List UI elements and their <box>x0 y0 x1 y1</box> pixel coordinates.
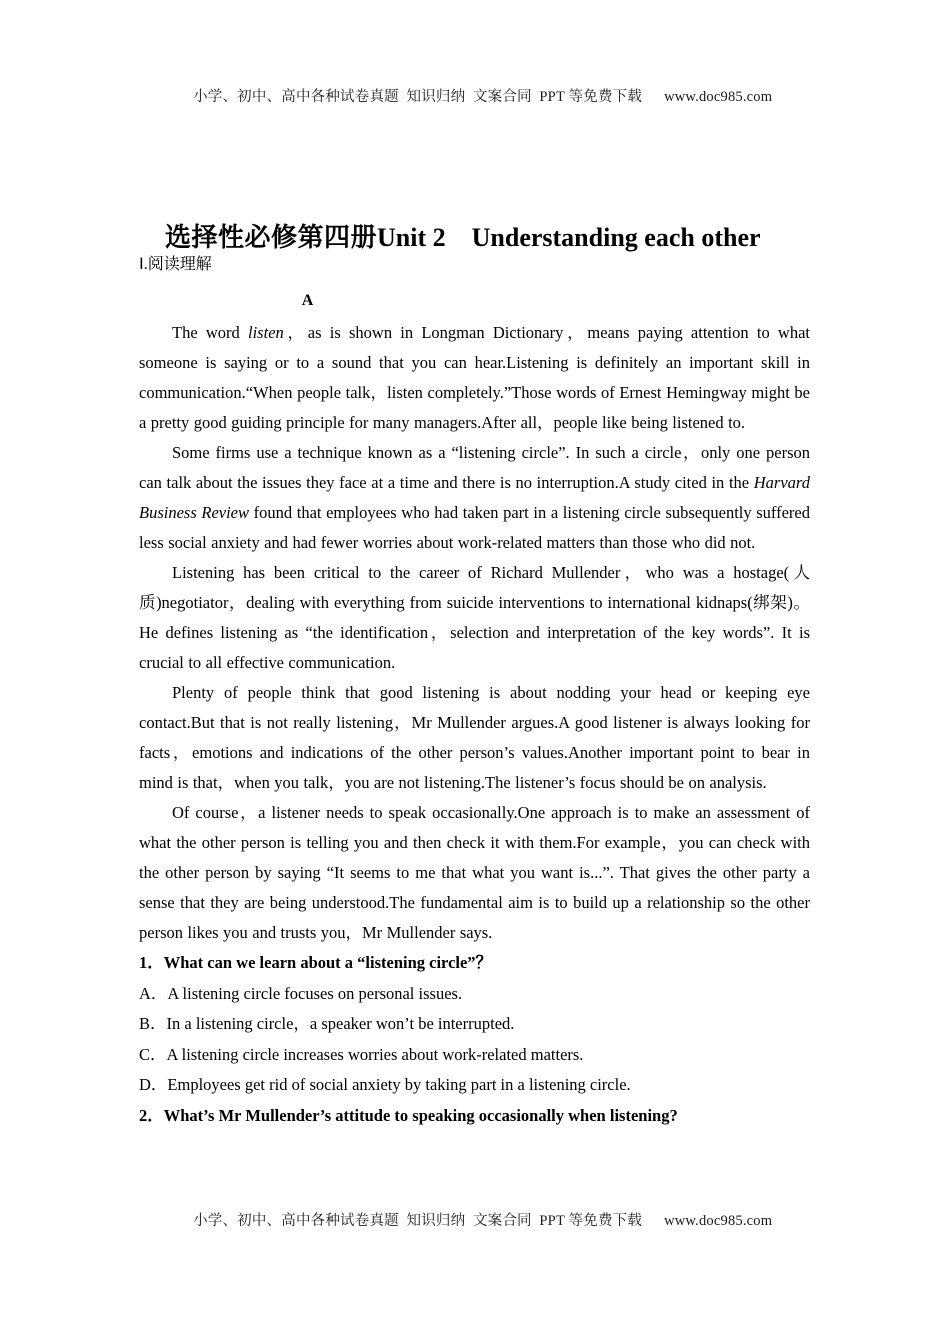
passage-paragraph: Some firms use a technique known as a “listening circle”. In such a circle，only one person can talk about the issues they face at a time and there is no interruption.A study cited in the Harvard Business Review found that employees who had taken part in a listening circle subsequently suffered less social anxiety and had fewer worries about work-related matters than those who did not. <box>139 443 810 552</box>
passage-paragraph: Plenty of people think that good listening is about nodding your head or keeping eye contact.But that is not really listening，Mr Mullender argues.A good listener is always looking for facts，emotions and indications of the other person’s values.Another important point to bear in mind is that，when you talk，you are not listening.The listener’s focus should be on analysis. <box>139 683 810 792</box>
section-label: Ⅰ.阅读理解 <box>139 256 212 273</box>
header-promo-text: 小学、初中、高中各种试卷真题 知识归纳 文案合同 PPT 等免费下载 <box>193 89 643 105</box>
question-list <box>139 948 810 1131</box>
header-url: www.doc985.com <box>664 89 773 105</box>
question-option[interactable]: C．A listening circle increases worries about work-related matters. <box>139 1044 584 1064</box>
passage-paragraph: Listening has been critical to the career of Richard Mullender，who was a hostage(人质)negotiator，dealing with everything from suicide interventions to international kidnaps(绑架)。He defines listening as “the identification，selection and interpretation of the key words”. It is crucial to all effective communication. <box>139 563 810 672</box>
passage-letter: A <box>301 292 314 309</box>
footer-promo-text: 小学、初中、高中各种试卷真题 知识归纳 文案合同 PPT 等免费下载 <box>193 1213 643 1229</box>
page-header <box>0 68 950 123</box>
question-stem: 2．What’s Mr Mullender’s attitude to speaking occasionally when listening? <box>139 1105 678 1125</box>
passage-container <box>139 318 810 948</box>
question-option[interactable]: A．A listening circle focuses on personal issues. <box>139 983 463 1003</box>
footer-url: www.doc985.com <box>664 1213 773 1229</box>
document-body <box>139 252 810 1131</box>
question-option[interactable]: B．In a listening circle，a speaker won’t be interrupted. <box>139 1014 515 1033</box>
page-title-chinese: 选择性必修第四册 <box>165 223 378 254</box>
passage-paragraph: Of course，a listener needs to speak occasionally.One approach is to make an assessment of what the other person is telling you and then check it with them.For example，you can check with the other person by saying “It seems to me that what you want is...”. That gives the other party a sense that they are being understood.The fundamental aim is to build up a relationship so the other person likes you and trusts you，Mr Mullender says. <box>139 803 810 942</box>
passage-paragraph: The word listen，as is shown in Longman Dictionary，means paying attention to what someone is saying or to a sound that you can hear.Listening is definitely an important skill in communication.“When people talk，listen completely.”Those words of Ernest Hemingway might be a pretty good guiding principle for many managers.After all，people like being listened to. <box>139 323 810 432</box>
question-option[interactable]: D．Employees get rid of social anxiety by taking part in a listening circle. <box>139 1075 631 1094</box>
page-footer <box>0 1192 950 1247</box>
question-stem: 1．What can we learn about a “listening circle”？ <box>139 953 493 972</box>
page-title-english: Unit 2 Understanding each other <box>377 223 761 253</box>
